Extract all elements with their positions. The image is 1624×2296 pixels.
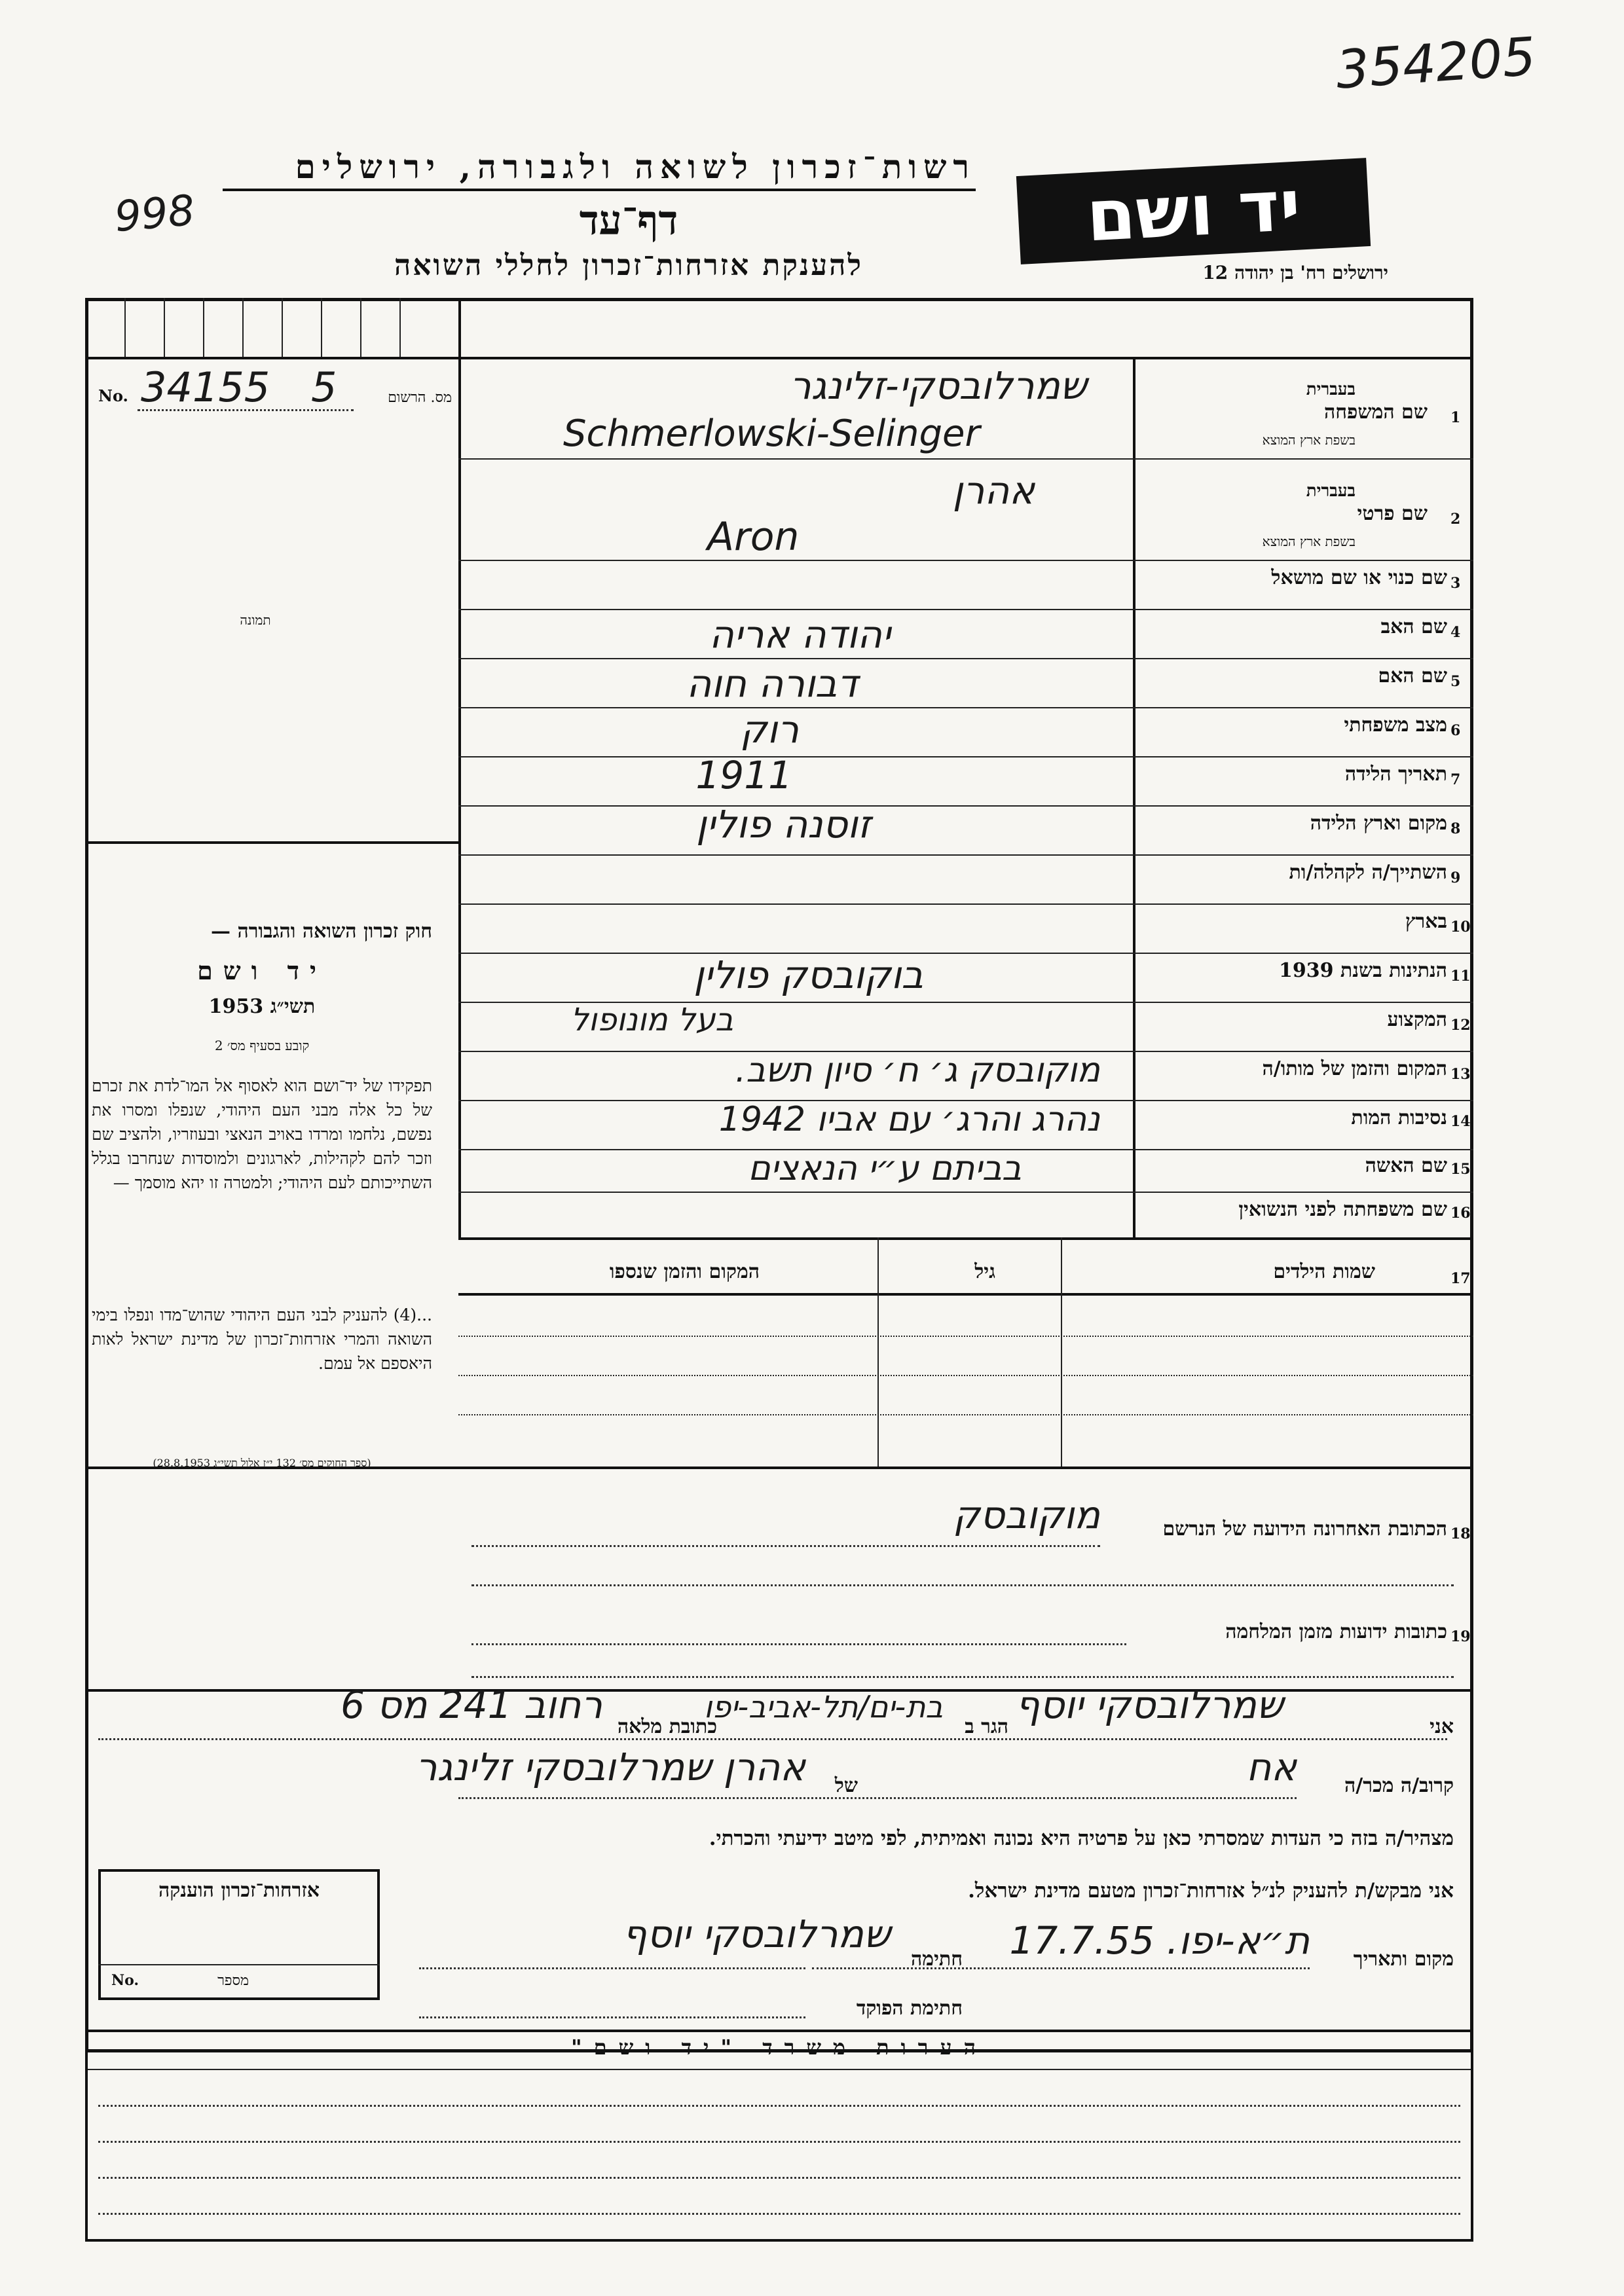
row-divider [458, 1237, 1473, 1240]
place-date-label: מקום ותאריך [1353, 1948, 1454, 1971]
place-date-value: ת״א-יפו. 17.7.55 [1009, 1918, 1310, 1963]
strip-cell [282, 298, 283, 357]
declaration-line-2 [458, 1797, 1297, 1799]
children-col-divider [877, 1237, 879, 1467]
notes-header-bottom [85, 2069, 1473, 2070]
notes-line [98, 2105, 1460, 2107]
field-19-line [471, 1643, 1126, 1645]
field-6-value: רוק [740, 707, 799, 752]
field-5-label: שם האם [1378, 665, 1447, 687]
row-divider [458, 707, 1473, 708]
declaration-of-label: של [834, 1774, 858, 1797]
children-header-bottom [458, 1293, 1473, 1296]
field-6-num: 6 [1450, 722, 1461, 739]
stamp-box-no-label: No. [111, 1972, 139, 1989]
field-3-num: 3 [1450, 575, 1461, 592]
field-4-num: 4 [1450, 624, 1461, 641]
row-divider [458, 560, 1473, 561]
officer-signature-line [419, 2016, 805, 2018]
signature-value: שמרלובסקי יוסף [622, 1912, 891, 1956]
declaration-address-label: כתובת מלאה [617, 1715, 717, 1738]
children-row [458, 1375, 1473, 1376]
declaration-statement-1: מצהיר/ה בזה כי העדות שמסרתי כאן על פרטיה היא נכונה ואמיתית, לפי מיטב ידיעתי והכרתי. [709, 1827, 1454, 1850]
form-title: דף־עד [579, 196, 678, 244]
registration-suffix: 5 [311, 363, 337, 411]
field-6-label: מצב משפחתי [1344, 714, 1447, 737]
field-3-label: שם כנוי או שם מושאל [1271, 566, 1447, 589]
registration-label: מס. הרשום [388, 390, 452, 406]
law-footnote: (ספר החוקים מס׳ 132 י״ז אלול תשי״ג 28.8.1953) [153, 1457, 371, 1469]
field-14-value: נהרג והרג׳ עם אביו 1942 [718, 1100, 1100, 1139]
notes-right [1471, 2030, 1473, 2239]
law-clause: קובע בסעיף מס׳ 2 [214, 1038, 310, 1053]
stamp-box-number-label: מספר [217, 1973, 249, 1989]
field-13-label: המקום והזמן של מותו/ה [1262, 1057, 1447, 1080]
field-16-label: שם משפחתה לפני הנשואין [1238, 1198, 1447, 1221]
field-2-value-he: אהרן [952, 468, 1035, 513]
field-1-label: שם המשפחה [1323, 401, 1428, 424]
row-divider [458, 756, 1473, 757]
field-2-label: שם פרטי [1357, 502, 1428, 525]
declaration-relative-label: קרוב/ה מכר/ה [1344, 1774, 1454, 1797]
office-notes-title: הערות משרד "יד ושם" [570, 2035, 988, 2060]
authority-line: רשות־זכרון לשואה ולגבורה, ירושלים [223, 147, 976, 191]
notes-bottom [85, 2239, 1473, 2242]
field-1-sub-he: בעברית [1306, 380, 1356, 399]
row-divider [458, 903, 1473, 905]
field-7-label: תאריך הלידה [1344, 763, 1447, 786]
field-1-value-origin: Schmerlowski-Selinger [563, 412, 980, 455]
notes-top [85, 2030, 1473, 2032]
strip-cell [242, 298, 244, 357]
notes-line [98, 2141, 1460, 2143]
field-8-num: 8 [1450, 820, 1461, 837]
field-5-num: 5 [1450, 673, 1461, 690]
field-10-label: בארץ [1405, 910, 1447, 933]
strip-cell [203, 298, 204, 357]
field-18-label: הכתובת האחרונה הידועה של הנרשם [1162, 1518, 1447, 1540]
field-18-line [471, 1545, 1100, 1547]
field-11-value: בוקובסק פולין [693, 953, 923, 997]
law-paragraph-2: ...(4) להעניק לבני העם היהודי שהוש־מדו ונפלו בימי השואה והמרי אזרחות־זכרון של מדינת ישראל לאות היאספם אל עמם. [92, 1305, 432, 1373]
field-15-value: בביתם ע״י הנאצים [748, 1149, 1022, 1188]
field-10-num: 10 [1450, 919, 1471, 936]
field-14-num: 14 [1450, 1113, 1471, 1130]
signature-label: חתימה [911, 1948, 963, 1971]
field-7-num: 7 [1450, 771, 1461, 788]
row-divider [458, 805, 1473, 807]
declaration-of-value: אהרן שמרלובסקי זלינגר [415, 1745, 805, 1789]
signature-line [419, 1967, 805, 1969]
children-col-age: גיל [974, 1260, 995, 1283]
field-15-num: 15 [1450, 1161, 1471, 1178]
row-divider [458, 609, 1473, 610]
field-8-value: זוסנה פולין [696, 802, 871, 847]
notes-line [98, 2177, 1460, 2179]
place-date-line [812, 1967, 1310, 1969]
strip-cell [399, 298, 401, 357]
field-17-num: 17 [1450, 1270, 1471, 1287]
field-2-sub-origin: בשפת ארץ המוצא [1262, 534, 1356, 549]
law-name: יד ושם [197, 956, 327, 985]
field-1-num: 1 [1450, 409, 1461, 426]
left-column-divider [458, 298, 461, 1237]
declaration-relation-value: אח [1246, 1745, 1297, 1789]
field-7-value: 1911 [695, 753, 792, 797]
row-divider [458, 658, 1473, 659]
field-12-label: המקצוע [1387, 1008, 1447, 1031]
field-5-value: דבורה חוה [686, 661, 858, 706]
field-19-num: 19 [1450, 1628, 1471, 1645]
stamp-box-divider [98, 1964, 380, 1965]
declaration-address-value: רחוב 241 מס 6 [341, 1683, 602, 1727]
declarant-name: שמרלובסקי יוסף [1015, 1683, 1283, 1727]
field-14-label: נסיבות המות [1351, 1106, 1447, 1129]
field-12-num: 12 [1450, 1017, 1471, 1034]
registration-number: 34155 [141, 363, 270, 411]
declaration-line [98, 1738, 1447, 1740]
field-1-value-he: שמרלובסקי-זלינגר [789, 363, 1087, 408]
photo-bottom [85, 841, 458, 844]
stamp-box-title: אזרחות־זכרון הוענקה [158, 1879, 320, 1902]
field-15-label: שם האשה [1365, 1154, 1447, 1177]
field-16-num: 16 [1450, 1205, 1471, 1222]
photo-label: תמונה [240, 612, 271, 628]
children-col-place-time: המקום והזמן שנספו [609, 1260, 760, 1283]
field-9-num: 9 [1450, 869, 1461, 886]
declaration-resident-label: הגר ב [965, 1715, 1008, 1738]
field-18-num: 18 [1450, 1525, 1471, 1542]
field-11-num: 11 [1450, 968, 1471, 985]
row-divider [458, 953, 1473, 954]
label-column-divider [1133, 357, 1135, 1237]
strip-cell [360, 298, 361, 357]
field-13-value: מוקובסק ג׳ ח׳ סיון תשב. [735, 1051, 1100, 1090]
field-2-num: 2 [1450, 511, 1461, 528]
registration-no-label: No. [98, 386, 128, 405]
officer-signature-label: חתימת הפוקד [856, 1997, 963, 2020]
field-19-line-2 [471, 1676, 1454, 1678]
law-year: תשי״ג 1953 [208, 995, 316, 1018]
field-9-label: השתייך/ה לקהלה/ות [1289, 861, 1447, 884]
declaration-statement-2: אני מבקש/ת להעניק לנ״ל אזרחות־זכרון מטעם מדינת ישראל. [968, 1879, 1454, 1903]
registration-line [138, 409, 354, 411]
strip-cell [164, 298, 165, 357]
notes-left [85, 2030, 88, 2239]
form-subtitle: להענקת אזרחות־זכרון לחללי השואה [394, 249, 863, 282]
field-12-value: בעל מונופול [570, 1002, 733, 1038]
declaration-ani: אני [1430, 1715, 1454, 1738]
notes-line [98, 2213, 1460, 2215]
yad-vashem-logo: יד ושם [1016, 158, 1371, 264]
field-13-num: 13 [1450, 1066, 1471, 1083]
field-4-label: שם האב [1380, 615, 1447, 638]
handwritten-number: 998 [113, 186, 197, 242]
law-paragraph-1: תפקידו של יד־ושם הוא לאסוף אל המו־לדת את זכרם של כל אלה מבני העם היהודי, שנפלו ומסרו את נפשם, נלחמו ומרדו באויב הנאצי ובעוזריו, ולהציב שם וזכר להם לקהילות, לארגונים ולמוסדות שנחרבו בגלל השתייכותם לעם היהודי; ולמטרה זו יהא מוסמך — [92, 1076, 432, 1192]
field-18-value: מוקובסק [953, 1493, 1100, 1537]
top-strip-bottom [85, 357, 1473, 359]
strip-cell [124, 298, 126, 357]
law-title: חוק זכרון השואה והגבורה — [211, 920, 432, 943]
declaration-resident-value: בת-ים/תל-אביב-יפו [703, 1689, 943, 1724]
field-4-value: יהודה אריה [709, 612, 891, 657]
strip-cell [321, 298, 322, 357]
field-19-label: כתובות ידועות מזמן המלחמה [1225, 1620, 1447, 1643]
children-row [458, 1336, 1473, 1337]
field-1-sub-origin: בשפת ארץ המוצא [1262, 432, 1356, 448]
field-8-label: מקום וארץ הלידה [1310, 812, 1447, 835]
field-11-label: הנתינות בשנת 1939 [1278, 959, 1447, 982]
row-divider [458, 1192, 1473, 1193]
field-2-sub-he: בעברית [1306, 481, 1356, 501]
children-col-names: שמות הילדים [1273, 1260, 1375, 1283]
corner-registry-number: 354205 [1334, 26, 1538, 101]
children-row [458, 1414, 1473, 1415]
row-divider [458, 854, 1473, 856]
address: ירושלים רח' בן יהודה 12 [1202, 262, 1388, 283]
children-col-divider [1061, 1237, 1062, 1467]
children-table-bottom [85, 1467, 1473, 1469]
row-divider [458, 458, 1473, 460]
field-18-line-2 [471, 1584, 1454, 1586]
field-2-value-origin: Aron [707, 514, 800, 560]
